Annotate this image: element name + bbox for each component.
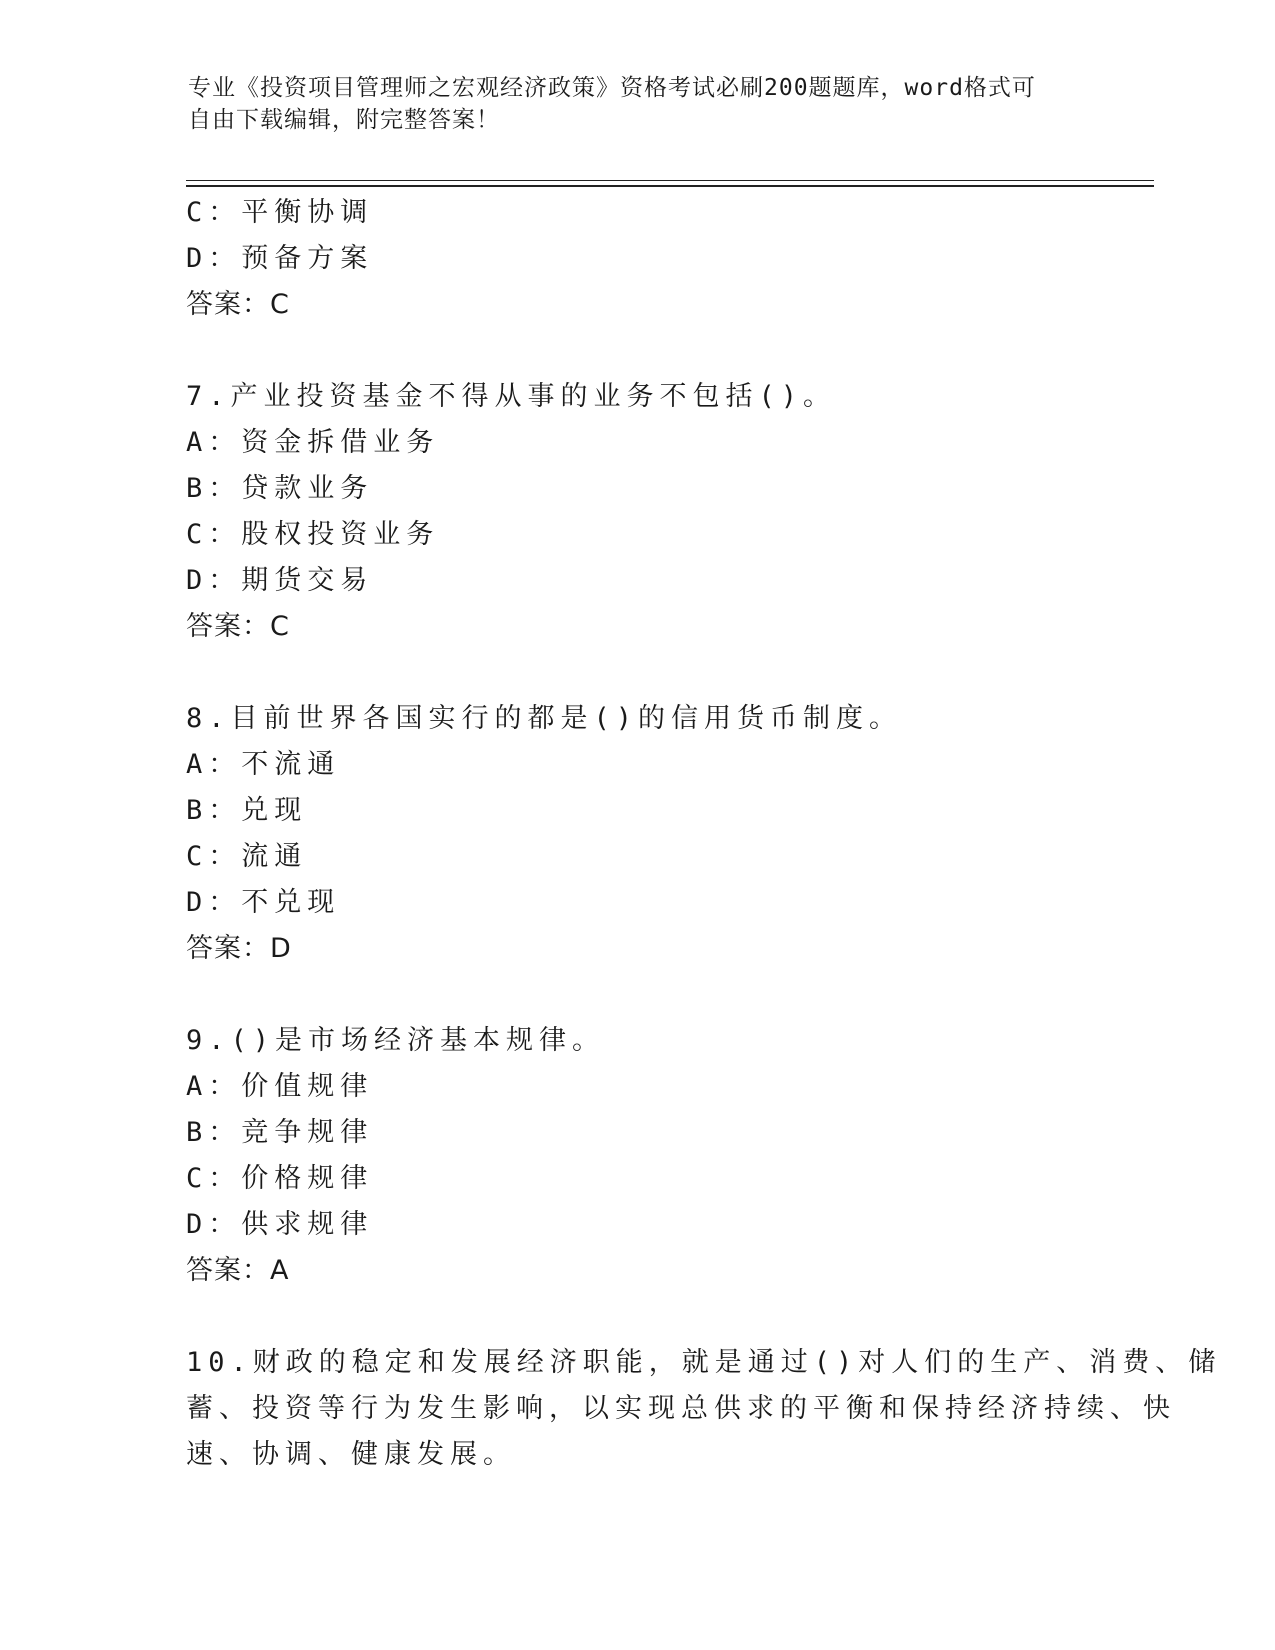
- answer-line: 答案：D: [186, 933, 292, 964]
- header-line-2: 自由下载编辑，附完整答案！: [188, 107, 500, 133]
- question-text: 7.产业投资基金不得从事的业务不包括()。: [186, 381, 837, 412]
- spacer: [186, 328, 1086, 374]
- spacer: [186, 972, 1086, 1018]
- option-b: B：贷款业务: [186, 473, 374, 504]
- question-text-line-2: 蓄、投资等行为发生影响，以实现总供求的平衡和保持经济持续、快: [186, 1393, 1176, 1424]
- option-c: C：股权投资业务: [186, 519, 440, 550]
- option-c: C：平衡协调: [186, 197, 374, 228]
- option-a: A：资金拆借业务: [186, 427, 440, 458]
- option-d: D：不兑现: [186, 887, 341, 918]
- spacer: [186, 1294, 1086, 1340]
- document-header: [188, 72, 1088, 136]
- question-text: 8.目前世界各国实行的都是()的信用货币制度。: [186, 703, 903, 734]
- header-divider-thick: [186, 185, 1154, 187]
- question-10: [186, 1340, 1222, 1478]
- question-6-tail: [186, 190, 1086, 328]
- option-a: A：价值规律: [186, 1071, 374, 1102]
- header-divider-thin: [186, 180, 1154, 181]
- answer-line: 答案：C: [186, 289, 290, 320]
- option-b: B：竞争规律: [186, 1117, 374, 1148]
- option-c: C：流通: [186, 841, 308, 872]
- option-a: A：不流通: [186, 749, 341, 780]
- option-d: D：预备方案: [186, 243, 374, 274]
- question-text: 9.()是市场经济基本规律。: [186, 1025, 606, 1056]
- option-b: B：兑现: [186, 795, 308, 826]
- answer-line: 答案：C: [186, 611, 290, 642]
- option-d: D：期货交易: [186, 565, 374, 596]
- answer-line: 答案：A: [186, 1255, 290, 1286]
- document-body: [186, 190, 1222, 1478]
- header-line-1: 专业《投资项目管理师之宏观经济政策》资格考试必刷200题题库，word格式可: [188, 75, 1036, 101]
- option-d: D：供求规律: [186, 1209, 374, 1240]
- question-text-line-3: 速、协调、健康发展。: [186, 1439, 516, 1470]
- question-7: [186, 374, 1086, 650]
- question-8: [186, 696, 1086, 972]
- question-text-line-1: 10.财政的稳定和发展经济职能，就是通过()对人们的生产、消费、储: [186, 1347, 1222, 1378]
- spacer: [186, 650, 1086, 696]
- option-c: C：价格规律: [186, 1163, 374, 1194]
- question-9: [186, 1018, 1086, 1294]
